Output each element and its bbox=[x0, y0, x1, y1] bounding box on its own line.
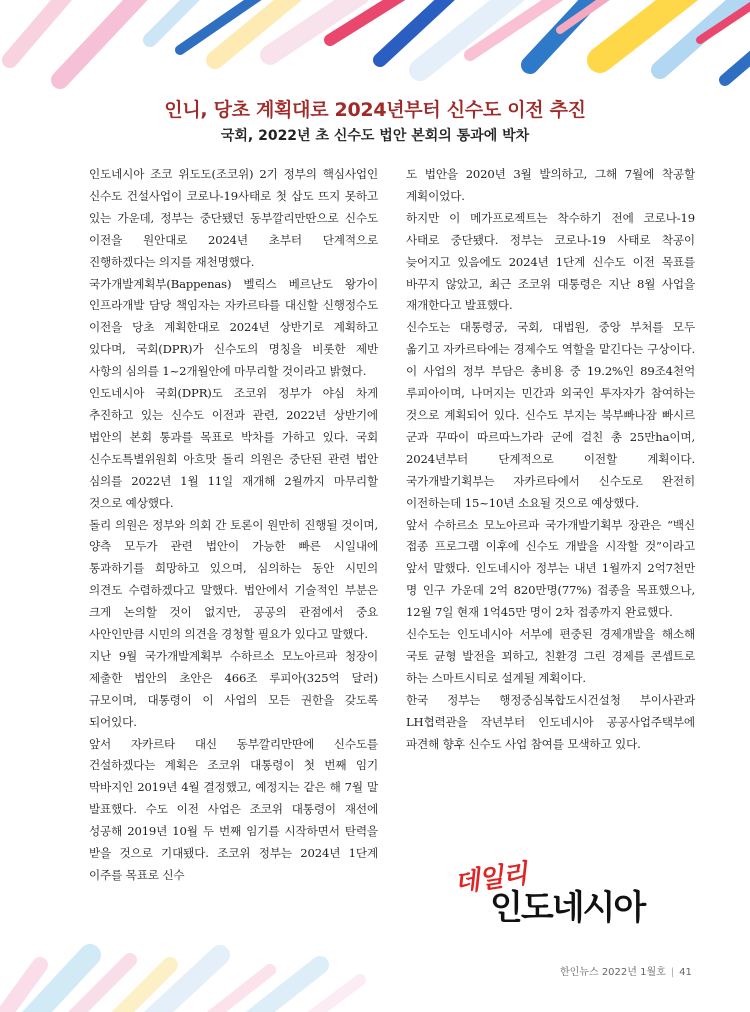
paragraph: 하지만 이 메가프로젝트는 착수하기 전에 코로나-19 사태로 중단됐다. 정부는 코로나-19 사태로 착공이 늦어지고 있음에도 2024년 1단계 신수도 이전 목표를 바꾸지 않았고, 최근 조코위 대통령은 지난 8월 사업을 재개한다고 발표했다. bbox=[406, 210, 695, 313]
paragraph: 지난 9월 국가개발계획부 수하르소 모노아르파 청장이 제출한 법안의 초안은 466조 루피아(325억 달러) 규모이며, 대통령이 이 사업의 모든 권한을 갖도록 되어있다. bbox=[89, 648, 378, 729]
article-header bbox=[0, 96, 750, 146]
page-footer bbox=[560, 963, 692, 978]
top-decorative-brush-strokes bbox=[0, 0, 750, 90]
paragraph: 도 법안을 2020년 3월 발의하고, 그해 7월에 착공할 계획이었다. bbox=[406, 167, 695, 203]
paragraph: 국가개발계획부(Bappenas) 벨릭스 베르난도 왕가이 인프라개발 담당 책임자는 자카르타를 대신할 신행정수도 이전을 당초 계획한대로 2024년 상반기로 계획하고 있다며, 국회(DPR)가 신수도의 명칭을 비롯한 제반 사항의 심의를 1~2개월안에 마무리할 것이라고 밝혔다. bbox=[89, 276, 378, 379]
footer-publication: 한인뉴스 2022년 1월호 bbox=[560, 967, 666, 978]
paragraph: 신수도는 인도네시아 서부에 편중된 경제개발을 해소해 국토 균형 발전을 꾀하고, 친환경 그린 경제를 콘셉트로 하는 스마트시티로 설계될 계획이다. bbox=[406, 627, 695, 685]
paragraph: 인도네시아 조코 위도도(조코위) 2기 정부의 핵심사업인 신수도 건설사업이 코로나-19사태로 첫 삽도 뜨지 못하고 있는 가운데, 정부는 중단됐던 동부깔리만딴으로 신수도 이전을 원안대로 2024년 초부터 단계적으로 진행하겠다는 의지를 재천명했다. bbox=[89, 167, 378, 269]
paragraph: 앞서 수하르소 모노아르파 국가개발기획부 장관은 “백신 접종 프로그램 이후에 신수도 개발을 시작할 것”이라고 앞서 말했다. 인도네시아 정부는 내년 1월까지 2억7천만 명 인구 가운데 2억 820만명(77%) 접종을 목표했으나, 12월 7일 현재 1억45만 명이 2차 접종까지 완료했다. bbox=[406, 517, 695, 620]
paragraph: 인도네시아 국회(DPR)도 조코위 정부가 야심 차게 추진하고 있는 신수도 이전과 관련, 2022년 상반기에 법안의 본회 통과를 목표로 박차를 가하고 있다. 국회 신수도특별위원회 아흐맛 돌리 의원은 중단된 관련 법안 심의를 2022년 1월 11일 재개해 2월까지 마무리할 것으로 예상했다. bbox=[89, 386, 378, 510]
paragraph: 신수도는 대통령궁, 국회, 대법원, 중앙 부처를 모두 옮기고 자카르타에는 경제수도 역할을 맡긴다는 구상이다. 이 사업의 정부 부담은 총비용 중 19.2%인 89조4천억 루피아이며, 나머지는 민간과 외국인 투자자가 참여하는 것으로 계획되어 있다. 신수도 부지는 북부빠나잠 빠시르 군과 꾸따이 따르따느가라 군에 걸친 총 25만ha이며, 2024년부터 단계적으로 이전할 계획이다. 국가개발기획부는 자카르타에서 신수도로 완전히 이전하는데 15~10년 소요될 것으로 예상했다. bbox=[406, 320, 695, 510]
daily-indonesia-logo bbox=[440, 858, 660, 928]
footer-separator: | bbox=[670, 967, 675, 978]
article-subtitle: 국회, 2022년 초 신수도 법안 본회의 통과에 박차 bbox=[220, 128, 530, 144]
paragraph: 앞서 자카르타 대신 동부깔리만딴에 신수도를 건설하겠다는 계획은 조코위 대통령이 첫 번째 임기 막바지인 2019년 4월 결정했고, 예정지는 같은 해 7월 말 발표했다. 수도 이전 사업은 조코위 대통령이 재선에 성공해 2019년 10월 두 번째 임기를 시작하면서 탄력을 받을 것으로 기대됐다. 조코위 정부는 2024년 1단계 이주를 목표로 신수 bbox=[89, 736, 378, 882]
paragraph: 돌리 의원은 정부와 의회 간 토론이 원만히 진행될 것이며, 양측 모두가 관련 법안이 가능한 빠른 시일내에 통과하기를 희망하고 있으며, 심의하는 동안 시민의 의견도 수렴하겠다고 말했다. 법안에서 기술적인 부분은 크게 논의할 것이 없지만, 공공의 관점에서 중요 사안인만큼 시민의 의견을 경청할 필요가 있다고 말했다. bbox=[89, 517, 378, 642]
logo-main-text: 인도네시아 bbox=[490, 888, 645, 928]
page-number: 41 bbox=[679, 967, 692, 978]
article-column-left bbox=[89, 164, 378, 887]
article-title: 인니, 당초 계획대로 2024년부터 신수도 이전 추진 bbox=[164, 99, 586, 121]
paragraph: 한국 정부는 행정중심복합도시건설청 부이사관과 LH협력관을 작년부터 인도네시아 공공사업주택부에 파견해 향후 신수도 사업 참여를 모색하고 있다. bbox=[406, 692, 695, 751]
article-column-right bbox=[406, 164, 695, 755]
logo-script-text: 데일리 bbox=[452, 859, 529, 899]
